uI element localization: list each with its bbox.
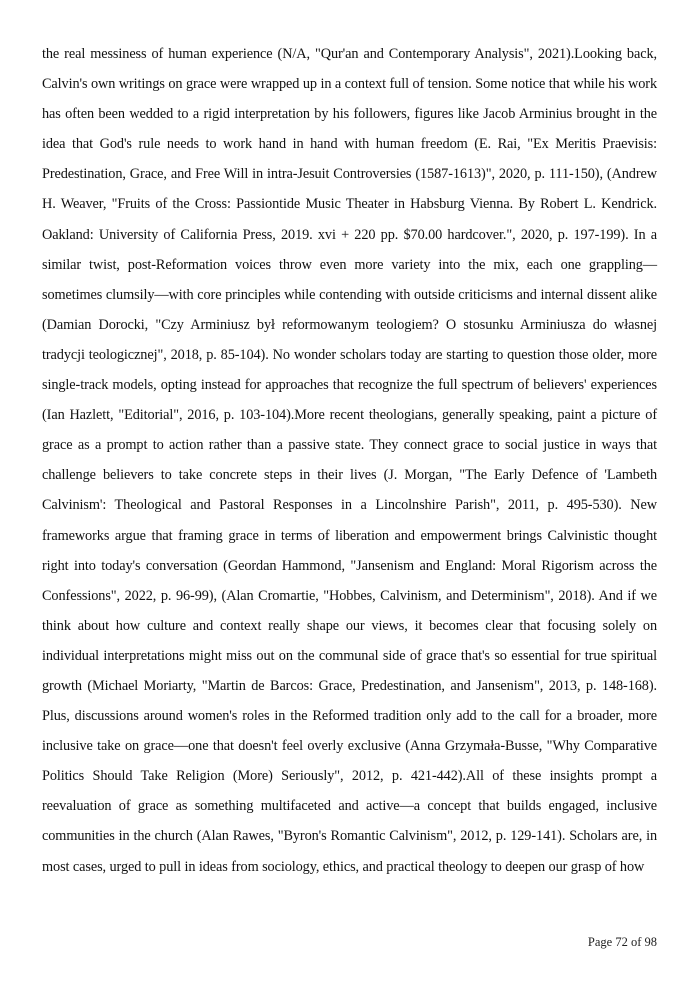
body-paragraph: the real messiness of human experience (N/A, "Qur'an and Contemporary Analysis", 2021).Looking back, Calvin's own writings on grace were wrapped up in a context full of tension. Some notice that while his work has often been wedded to a rigid interpretation by his followers, figures like Jacob Arminius brought in the idea that God's rule needs to work hand in hand with human freedom (E. Rai, "Ex Meritis Praevisis: Predestination, Grace, and Free Will in intra-Jesuit Controversies (1587-1613)", 2020, p. 111-150), (Andrew H. Weaver, "Fruits of the Cross: Passiontide Music Theater in Habsburg Vienna. By Robert L. Kendrick. Oakland: University of California Press, 2019. xvi + 220 pp. $70.00 hardcover.", 2020, p. 197-199). In a similar twist, post-Reformation voices throw even more variety into the mix, each one grappling—sometimes clumsily—with core principles while contending with outside criticisms and internal dissent alike (Damian Dorocki, "Czy Arminiusz był reformowanym teologiem? O stosunku Arminiusza do własnej tradycji teologicznej", 2018, p. 85-104). No wonder scholars today are starting to question those older, more single-track models, opting instead for approaches that recognize the full spectrum of believers' experiences (Ian Hazlett, "Editorial", 2016, p. 103-104).More recent theologians, generally speaking, paint a picture of grace as a prompt to action rather than a passive state. They connect grace to social justice in ways that challenge believers to take concrete steps in their lives (J. Morgan, "The Early Defence of 'Lambeth Calvinism': Theological and Pastoral Responses in a Lincolnshire Parish", 2011, p. 495-530). New frameworks argue that framing grace in terms of liberation and empowerment brings Calvinistic thought right into today's conversation (Geordan Hammond, "Jansenism and England: Moral Rigorism across the Confessions", 2022, p. 96-99), (Alan Cromartie, "Hobbes, Calvinism, and Determinism", 2018). And if we think about how culture and context really shape our views, it becomes clear that focusing solely on individual interpretations might miss out on the communal side of grace that's so essential for true spiritual growth (Michael Moriarty, "Martin de Barcos: Grace, Predestination, and Jansenism", 2013, p. 148-168). Plus, discussions around women's roles in the Reformed tradition only add to the call for a broader, more inclusive take on grace—one that doesn't feel overly exclusive (Anna Grzymała-Busse, "Why Comparative Politics Should Take Religion (More) Seriously", 2012, p. 421-442).All of these insights prompt a reevaluation of grace as something multifaceted and active—a concept that builds engaged, inclusive communities in the church (Alan Rawes, "Byron's Romantic Calvinism", 2012, p. 129-141). Scholars are, in most cases, urged to pull in ideas from sociology, ethics, and practical theology to deepen our grasp of how xyxy=(42,46,657,875)
page-number: Page 72 of 98 xyxy=(587,935,657,949)
